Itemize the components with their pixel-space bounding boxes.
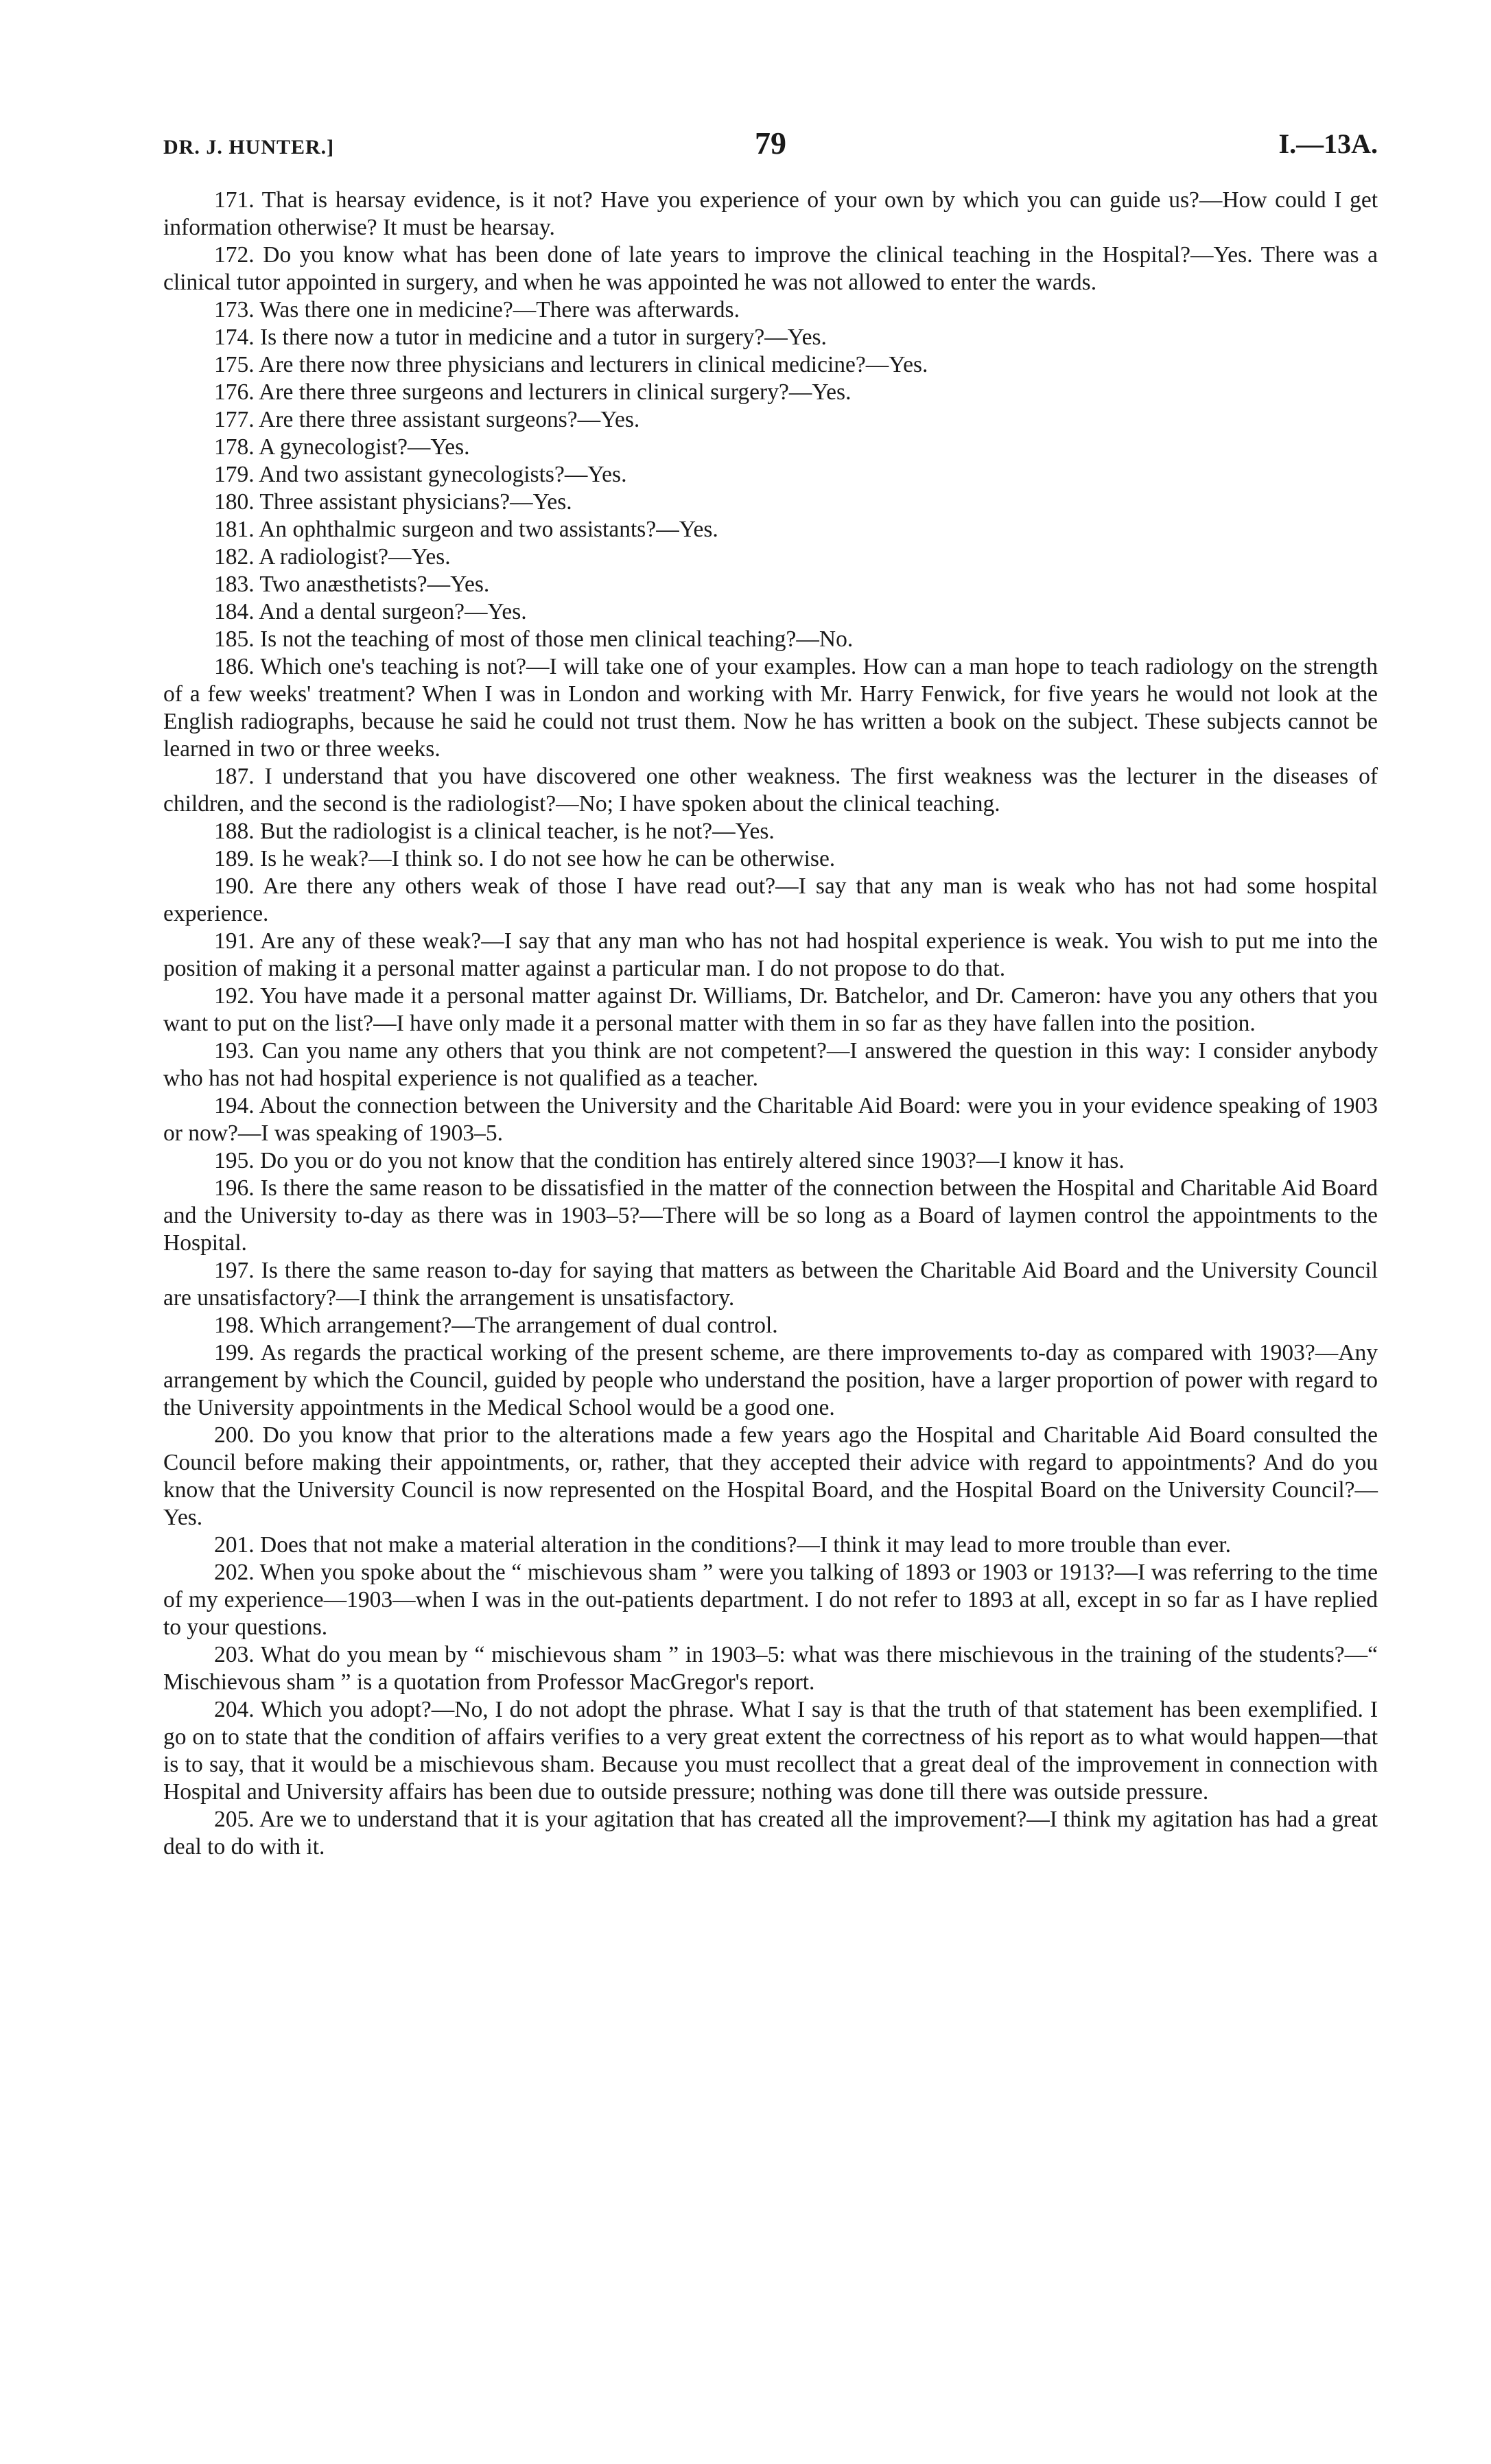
qa-paragraph: 182. A radiologist?—Yes. — [214, 544, 451, 570]
qa-paragraph: 188. But the radiologist is a clinical teacher, is he not?—Yes. — [214, 819, 775, 844]
qa-paragraph: 180. Three assistant physicians?—Yes. — [214, 489, 572, 515]
qa-paragraph: 196. Is there the same reason to be dissatisfied in the matter of the connection between the Hospital and Charitable Aid Board and the University to-day as there was in 1903–5?—There will be so long as a Board of laymen control the appointments to the Hospital. — [163, 1175, 1378, 1256]
qa-paragraph: 201. Does that not make a material alteration in the conditions?—I think it may lead to more trouble than ever. — [214, 1532, 1231, 1558]
qa-paragraph: 197. Is there the same reason to-day for saying that matters as between the Charitable Aid Board and the University Council are unsatisfactory?—I think the arrangement is unsatisfactory. — [163, 1258, 1378, 1311]
qa-paragraph: 171. That is hearsay evidence, is it not? Have you experience of your own by which you can guide us?—How could I get information otherwise? It must be hearsay. — [163, 187, 1378, 240]
qa-paragraph: 194. About the connection between the University and the Charitable Aid Board: were you in your evidence speaking of 1903 or now?—I was speaking of 1903–5. — [163, 1093, 1378, 1146]
header-witness-name: DR. J. HUNTER.] — [163, 136, 335, 159]
qa-paragraph: 176. Are there three surgeons and lecturers in clinical surgery?—Yes. — [214, 379, 852, 405]
qa-paragraph: 173. Was there one in medicine?—There was afterwards. — [214, 297, 740, 322]
qa-paragraph: 172. Do you know what has been done of late years to improve the clinical teaching in the Hospital?—Yes. There was a clinical tutor appointed in surgery, and when he was appointed he was not allowed to enter the wards. — [163, 242, 1378, 295]
qa-paragraph: 202. When you spoke about the “ mischievous sham ” were you talking of 1893 or 1903 or 1913?—I was referring to the time of my experience—1903—when I was in the out-patients department. I do not refer to 1893 at all, except in so far as I have replied to your questions. — [163, 1560, 1378, 1640]
qa-paragraph: 178. A gynecologist?—Yes. — [214, 434, 470, 460]
qa-paragraph: 187. I understand that you have discovered one other weakness. The first weakness was the lecturer in the diseases of children, and the second is the radiologist?—No; I have spoken about the clinical teaching. — [163, 764, 1378, 817]
qa-paragraph: 204. Which you adopt?—No, I do not adopt the phrase. What I say is that the truth of that statement has been exemplified. I go on to state that the condition of affairs verifies to a very great extent the correctness of his report as to what would happen—that is to say, that it would be a mischievous sham. Because you must recollect that a great deal of the improvement in connection with Hospital and University affairs has been due to outside pressure; nothing was done till there was outside pressure. — [163, 1697, 1378, 1805]
qa-paragraph: 184. And a dental surgeon?—Yes. — [214, 599, 527, 624]
qa-paragraph: 175. Are there now three physicians and lecturers in clinical medicine?—Yes. — [214, 352, 928, 377]
qa-paragraph: 190. Are there any others weak of those I have read out?—I say that any man is weak who has not had some hospital experience. — [163, 873, 1378, 926]
qa-paragraph: 181. An ophthalmic surgeon and two assistants?—Yes. — [214, 517, 718, 542]
qa-paragraph: 192. You have made it a personal matter against Dr. Williams, Dr. Batchelor, and Dr. Cameron: have you any others that you want to put on the list?—I have only made it a personal matter with them in so far as they have fallen into the position. — [163, 983, 1378, 1036]
page-number: 79 — [755, 126, 786, 161]
qa-paragraph: 203. What do you mean by “ mischievous sham ” in 1903–5: what was there mischievous in the training of the students?—“ Mischievous sham ” is a quotation from Professor MacGregor's report. — [163, 1642, 1378, 1695]
qa-paragraph: 199. As regards the practical working of the present scheme, are there improvements to-day as compared with 1903?—Any arrangement by which the Council, guided by people who understand the position, have a larger proportion of power with regard to the University appointments in the Medical School would be a good one. — [163, 1340, 1378, 1420]
qa-paragraph: 191. Are any of these weak?—I say that any man who has not had hospital experience is weak. You wish to put me into the position of making it a personal matter against a particular man. I do not propose to do that. — [163, 928, 1378, 981]
qa-paragraph: 186. Which one's teaching is not?—I will take one of your examples. How can a man hope to teach radiology on the strength of a few weeks' treatment? When I was in London and working with Mr. Harry Fenwick, for five years he would not look at the English radiographs, because he said he could not trust them. Now he has written a book on the subject. These subjects cannot be learned in two or three weeks. — [163, 654, 1378, 762]
page-header — [163, 124, 1378, 178]
qa-paragraph: 193. Can you name any others that you think are not competent?—I answered the question in this way: I consider anybody who has not had hospital experience is not qualified as a teacher. — [163, 1038, 1378, 1091]
header-paper-reference: I.—13A. — [1278, 128, 1378, 159]
evidence-transcript — [163, 187, 1378, 1861]
qa-paragraph: 183. Two anæsthetists?—Yes. — [214, 572, 490, 597]
qa-paragraph: 198. Which arrangement?—The arrangement of dual control. — [214, 1313, 778, 1338]
document-page — [163, 124, 1378, 2415]
qa-paragraph: 185. Is not the teaching of most of those men clinical teaching?—No. — [214, 626, 854, 652]
qa-paragraph: 205. Are we to understand that it is your agitation that has created all the improvement?—I think my agitation has had a great deal to do with it. — [163, 1807, 1378, 1859]
qa-paragraph: 174. Is there now a tutor in medicine and a tutor in surgery?—Yes. — [214, 325, 827, 350]
qa-paragraph: 195. Do you or do you not know that the condition has entirely altered since 1903?—I know it has. — [214, 1148, 1125, 1173]
qa-paragraph: 177. Are there three assistant surgeons?—Yes. — [214, 407, 640, 432]
qa-paragraph: 179. And two assistant gynecologists?—Yes. — [214, 462, 627, 487]
qa-paragraph: 200. Do you know that prior to the alterations made a few years ago the Hospital and Charitable Aid Board consulted the Council before making their appointments, or, rather, that they accepted their advice with regard to appointments? And do you know that the University Council is now represented on the Hospital Board, and the Hospital Board on the University Council?—Yes. — [163, 1422, 1378, 1530]
qa-paragraph: 189. Is he weak?—I think so. I do not see how he can be otherwise. — [214, 846, 836, 871]
